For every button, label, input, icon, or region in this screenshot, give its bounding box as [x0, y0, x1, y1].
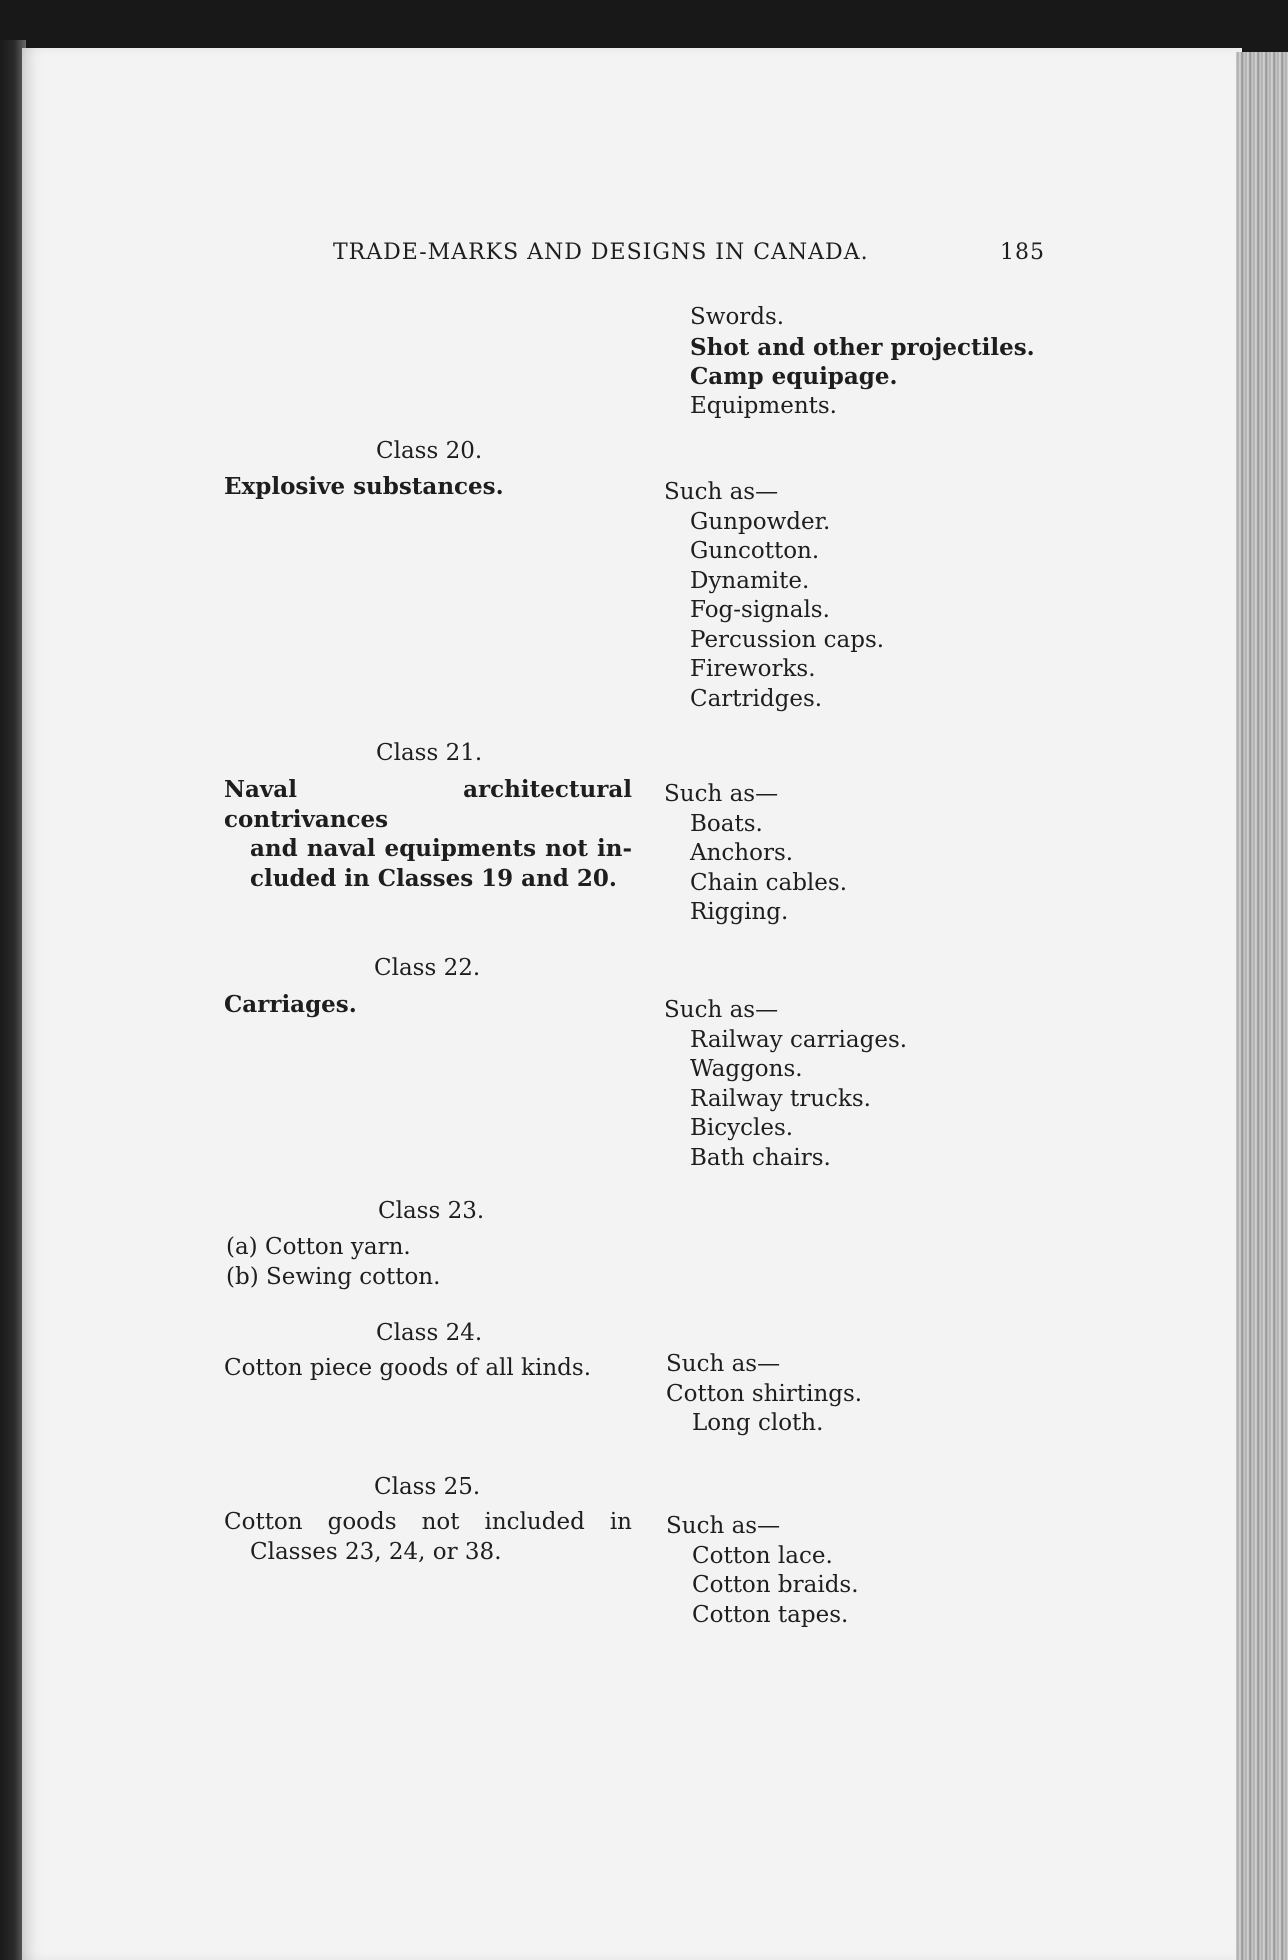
list-item: Cotton shirtings.: [666, 1380, 863, 1407]
class-description: [224, 1508, 632, 1567]
description-line: Cotton goods not included in: [224, 1509, 632, 1535]
examples-list: [664, 780, 847, 928]
description-line: Explosive substances.: [224, 473, 504, 500]
class-heading: Class 25.: [374, 1474, 481, 1500]
class-heading: Class 24.: [376, 1320, 483, 1346]
class-description: [224, 1354, 644, 1384]
list-item: Cotton braids.: [692, 1572, 859, 1598]
list-item: Railway trucks.: [690, 1085, 871, 1112]
description-line: cluded in Classes 19 and 20.: [250, 864, 617, 892]
list-item: Fireworks.: [690, 656, 816, 682]
list-item: Camp equipage.: [690, 363, 898, 390]
examples-list: [666, 1350, 862, 1439]
running-head-title: TRADE-MARKS AND DESIGNS IN CANADA.: [333, 240, 869, 265]
such-as-label: Such as—: [664, 479, 779, 505]
list-item: Cotton tapes.: [692, 1601, 849, 1628]
list-item: Waggons.: [690, 1056, 803, 1082]
list-item: Swords.: [690, 304, 785, 330]
list-item: Shot and other projectiles.: [690, 333, 1035, 361]
list-item: Anchors.: [690, 840, 794, 866]
list-item: Fog-signals.: [690, 597, 830, 623]
list-item: Dynamite.: [690, 567, 810, 594]
list-item: Long cloth.: [692, 1410, 824, 1436]
list-item: Rigging.: [690, 899, 789, 925]
list-item: Chain cables.: [690, 869, 848, 896]
page-stack-edge: [1236, 52, 1288, 1960]
list-item: Gunpowder.: [690, 508, 831, 535]
list-item: Cartridges.: [690, 685, 823, 712]
class-heading: Class 23.: [378, 1198, 485, 1224]
such-as-label: Such as—: [664, 997, 779, 1023]
description-line: Carriages.: [224, 991, 357, 1018]
description-line: (b) Sewing cotton.: [226, 1263, 441, 1290]
examples-list: [664, 996, 907, 1173]
list-item: Cotton lace.: [692, 1542, 833, 1569]
list-item: Equipments.: [690, 392, 837, 419]
examples-list: [664, 478, 884, 714]
list-item: Bath chairs.: [690, 1144, 831, 1171]
examples-list: [666, 1512, 859, 1630]
page-number: 185: [1000, 240, 1045, 265]
list-item: Percussion caps.: [690, 626, 885, 653]
class-description: [224, 775, 632, 893]
class-heading: Class 22.: [374, 955, 481, 981]
continued-items-list: [690, 303, 1035, 421]
class-description: [224, 472, 644, 502]
list-item: Railway carriages.: [690, 1026, 908, 1053]
list-item: Guncotton.: [690, 538, 820, 564]
description-line: Classes 23, 24, or 38.: [250, 1538, 502, 1565]
such-as-label: Such as—: [666, 1513, 781, 1539]
such-as-label: Such as—: [664, 781, 779, 807]
description-line: Cotton piece goods of all kinds.: [224, 1355, 592, 1381]
list-item: Boats.: [690, 810, 763, 837]
description-line: (a) Cotton yarn.: [226, 1234, 411, 1260]
class-heading: Class 21.: [376, 740, 483, 766]
such-as-label: Such as—: [666, 1351, 781, 1377]
class-description: [224, 990, 644, 1020]
description-line: and naval equipments not in-: [250, 835, 632, 862]
class-heading: Class 20.: [376, 438, 483, 464]
class-description: [226, 1233, 646, 1292]
list-item: Bicycles.: [690, 1115, 794, 1141]
description-line: Naval architectural contrivances: [224, 776, 632, 833]
